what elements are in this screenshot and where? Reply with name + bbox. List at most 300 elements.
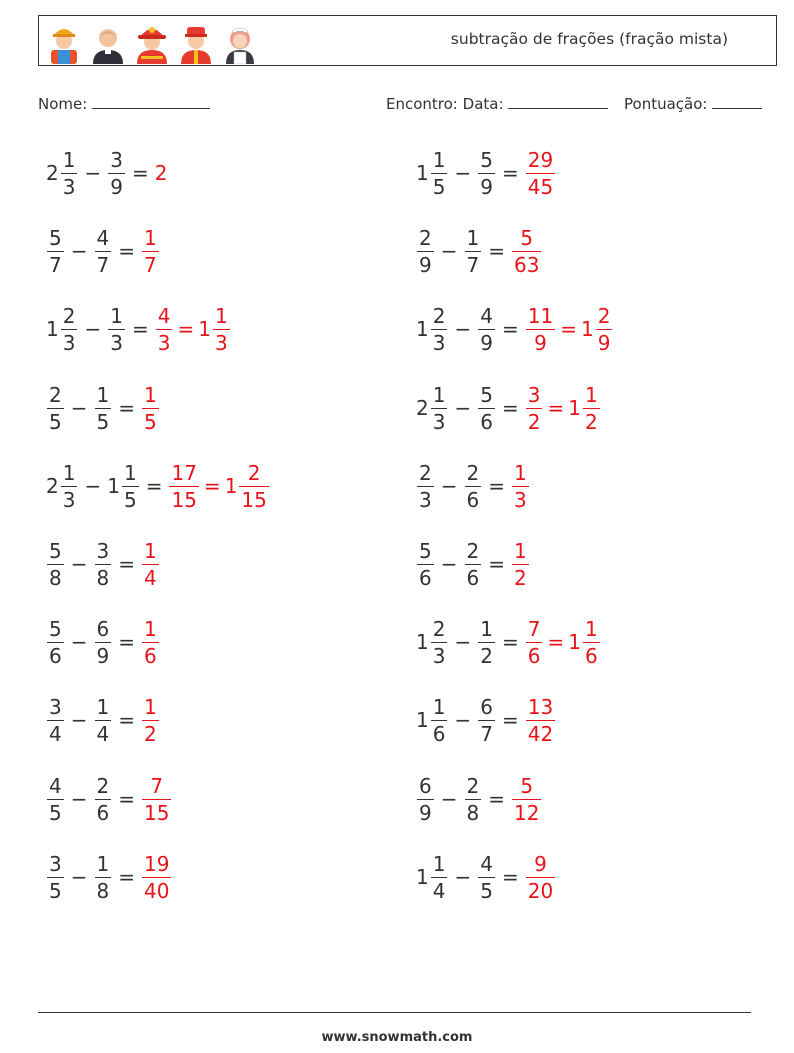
denominator: 9 [419,252,432,277]
minus-sign: − [440,474,458,498]
numerator: 1 [144,538,157,563]
score-field[interactable] [624,94,762,113]
fraction [122,460,139,512]
whole-number: 1 [568,630,581,654]
numerator: 5 [49,225,62,250]
denominator: 7 [480,721,493,746]
fraction [596,303,613,355]
numerator: 3 [49,851,62,876]
equals-sign: = [118,865,135,889]
equals-sign: = [488,552,505,576]
answer [141,382,160,434]
fraction [61,303,78,355]
fraction [478,147,495,199]
denominator: 6 [96,800,110,825]
whole-number: 2 [46,474,59,498]
numerator: 1 [584,616,598,641]
fraction [95,616,112,668]
minus-sign: − [84,317,102,341]
denominator: 6 [144,643,157,668]
numerator: 1 [96,851,110,876]
equals-sign: = [118,630,135,654]
fraction [417,225,434,277]
whole-number: 2 [416,396,429,420]
whole-number: 1 [416,708,429,732]
equals-sign: = [131,161,149,185]
fraction [142,225,159,277]
numerator: 4 [480,303,493,328]
numerator: 5 [419,538,432,563]
whole-number: 1 [416,865,429,889]
fraction [417,538,434,590]
numerator: 5 [49,538,62,563]
equals-sign: = [547,396,565,420]
equals-sign: = [145,474,163,498]
score-blank[interactable] [712,94,762,109]
numerator: 5 [520,225,534,250]
whole-number: 2 [154,161,168,185]
fraction [142,773,171,825]
worker-icon [45,20,83,64]
minus-sign: − [440,552,458,576]
numerator: 7 [150,773,164,798]
fraction [478,382,495,434]
fraction [465,225,482,277]
fraction [583,382,600,434]
denominator: 15 [144,800,170,825]
denominator: 5 [123,487,137,512]
fraction [431,303,448,355]
equals-sign: = [118,239,135,263]
numerator: 1 [96,694,110,719]
minus-sign: − [454,708,472,732]
minus-sign: − [440,239,458,263]
numerator: 5 [520,773,534,798]
numerator: 1 [144,616,157,641]
denominator: 9 [110,174,123,199]
fraction [95,694,112,746]
fraction [47,382,64,434]
equals-sign: = [501,708,519,732]
fraction [61,147,78,199]
score-label: Pontuação: [624,95,708,113]
numerator: 3 [49,694,62,719]
fraction [465,773,482,825]
fraction [108,303,125,355]
numerator: 1 [144,225,157,250]
denominator: 40 [144,878,170,903]
numerator: 1 [584,382,598,407]
fraction [47,225,64,277]
denominator: 6 [480,409,493,434]
date-blank[interactable] [508,94,608,109]
numerator: 2 [49,382,62,407]
denominator: 8 [96,878,110,903]
equals-sign: = [203,474,221,498]
whole-number: 2 [46,161,59,185]
minus-sign: − [454,317,472,341]
denominator: 42 [527,721,554,746]
numerator: 5 [49,616,62,641]
denominator: 6 [49,643,62,668]
numerator: 6 [480,694,493,719]
numerator: 1 [144,382,157,407]
minus-sign: − [70,630,88,654]
numerator: 2 [466,773,480,798]
denominator: 15 [241,487,267,512]
firefighter-icon [133,20,171,64]
fraction [239,460,268,512]
problem-item [46,612,160,672]
denominator: 5 [96,409,110,434]
denominator: 3 [432,409,446,434]
numerator: 2 [62,303,76,328]
problem-item [416,221,542,281]
equals-sign: = [177,317,195,341]
answer [525,303,614,355]
denominator: 7 [144,252,157,277]
denominator: 20 [527,878,554,903]
answer [525,616,601,668]
fraction [417,773,434,825]
numerator: 1 [214,303,228,328]
denominator: 45 [527,174,554,199]
fraction [526,303,555,355]
name-field[interactable] [38,94,210,113]
answer [525,694,556,746]
numerator: 1 [480,616,493,641]
numerator: 19 [144,851,170,876]
numerator: 2 [466,538,480,563]
denominator: 3 [62,330,76,355]
fraction [95,225,112,277]
numerator: 2 [597,303,611,328]
denominator: 3 [62,487,76,512]
equals-sign: = [501,630,519,654]
fraction [95,773,112,825]
numerator: 5 [480,147,493,172]
denominator: 3 [432,643,446,668]
numerator: 3 [527,382,541,407]
whole-number: 1 [107,474,120,498]
numerator: 4 [157,303,171,328]
answer [155,303,231,355]
denominator: 7 [96,252,110,277]
problem-item [416,534,530,594]
fraction [526,147,555,199]
numerator: 1 [432,382,446,407]
whole-number: 1 [416,317,429,341]
denominator: 8 [466,800,480,825]
numerator: 1 [466,225,480,250]
problem-item [416,847,556,907]
answer [141,773,172,825]
fraction [526,382,543,434]
numerator: 1 [123,460,137,485]
denominator: 5 [144,409,157,434]
denominator: 6 [466,487,480,512]
worksheet-header [38,15,777,66]
denominator: 7 [49,252,62,277]
numerator: 1 [432,147,446,172]
denominator: 63 [514,252,540,277]
denominator: 6 [584,643,598,668]
denominator: 3 [157,330,171,355]
minus-sign: − [454,161,472,185]
denominator: 8 [49,565,62,590]
fraction [213,303,230,355]
denominator: 3 [419,487,432,512]
denominator: 7 [466,252,480,277]
denominator: 5 [49,800,62,825]
answer [525,851,556,903]
denominator: 9 [526,329,555,353]
answer [155,161,169,185]
problem-item [46,769,172,829]
minus-sign: − [70,787,88,811]
denominator: 3 [62,174,76,199]
problem-item [416,690,556,750]
numerator: 3 [96,538,110,563]
problem-item [416,299,613,359]
fraction [142,382,159,434]
problem-item [46,456,270,516]
fraction [142,851,171,903]
denominator: 9 [480,330,493,355]
denominator: 3 [214,330,228,355]
equals-sign: = [118,552,135,576]
fraction [465,538,482,590]
fraction [95,538,112,590]
numerator: 13 [527,694,554,719]
answer [168,460,269,512]
equals-sign: = [501,865,519,889]
fraction [142,694,159,746]
fraction [95,382,112,434]
answer [511,773,542,825]
numerator: 5 [480,382,493,407]
denominator: 5 [49,409,62,434]
fraction [169,460,198,512]
fraction [478,303,495,355]
fraction [512,773,541,825]
fraction [108,147,125,199]
denominator: 3 [110,330,123,355]
denominator: 4 [144,565,157,590]
fraction [142,616,159,668]
minus-sign: − [70,552,88,576]
minus-sign: − [440,787,458,811]
fraction [431,694,448,746]
whole-number: 1 [568,396,581,420]
numerator: 4 [49,773,62,798]
whole-number: 1 [416,161,429,185]
equals-sign: = [118,787,135,811]
fraction [47,773,64,825]
answer [525,382,601,434]
answer [141,694,160,746]
denominator: 9 [597,330,611,355]
numerator: 2 [432,616,446,641]
fraction [512,538,529,590]
denominator: 5 [432,174,446,199]
equals-sign: = [488,474,505,498]
denominator: 3 [514,487,527,512]
fraction [526,851,555,903]
equals-sign: = [131,317,149,341]
fraction [431,616,448,668]
equals-sign: = [501,161,519,185]
fraction [47,538,64,590]
numerator: 1 [62,147,76,172]
fraction [156,303,173,355]
numerator: 1 [144,694,157,719]
name-label: Nome: [38,95,88,113]
denominator: 6 [527,643,541,668]
numerator: 17 [171,460,197,485]
problem-item [416,612,601,672]
whole-number: 1 [580,317,594,341]
equals-sign: = [118,396,135,420]
minus-sign: − [70,708,88,732]
fraction [95,851,112,903]
numerator: 9 [534,851,547,876]
fraction [47,851,64,903]
denominator: 2 [480,643,493,668]
problem-item [46,690,160,750]
denominator: 2 [527,409,541,434]
fraction [431,851,448,903]
minus-sign: − [84,161,102,185]
whole-number: 1 [46,317,59,341]
numerator: 3 [110,147,123,172]
problem-item [416,769,542,829]
footer-url: www.snowmath.com [321,1030,473,1045]
equals-sign: = [501,317,519,341]
fraction [465,460,482,512]
numerator: 1 [432,694,446,719]
denominator: 5 [480,878,493,903]
denominator: 9 [480,174,493,199]
whole-number: 1 [198,317,211,341]
numerator: 1 [96,382,110,407]
fraction [583,616,600,668]
numerator: 1 [514,538,527,563]
problem-item [416,143,556,203]
fraction [512,460,529,512]
denominator: 6 [419,565,432,590]
numerator: 2 [466,460,480,485]
problem-item [416,456,530,516]
whole-number: 1 [224,474,238,498]
numerator: 2 [247,460,261,485]
denominator: 15 [171,487,197,512]
numerator: 1 [62,460,76,485]
fraction [431,147,448,199]
whole-number: 1 [416,630,429,654]
minus-sign: − [454,630,472,654]
denominator: 9 [96,643,110,668]
fraction [478,694,495,746]
numerator: 29 [527,147,554,172]
numerator: 1 [432,851,446,876]
answer [141,851,172,903]
problem-item [46,299,231,359]
fraction [526,694,555,746]
problem-item [46,534,160,594]
denominator: 4 [49,721,62,746]
problem-item [416,378,601,438]
worksheet-title: subtração de frações (fração mista) [450,30,728,48]
equals-sign: = [488,787,505,811]
equals-sign: = [488,239,505,263]
numerator: 7 [527,616,541,641]
minus-sign: − [70,239,88,263]
date-field[interactable] [386,94,608,113]
footer-divider [38,1012,751,1013]
fraction [526,616,543,668]
denominator: 5 [49,878,62,903]
numerator: 2 [432,303,446,328]
answer [511,460,530,512]
numerator: 11 [527,303,554,328]
denominator: 2 [584,409,598,434]
maid-icon [221,20,259,64]
denominator: 2 [514,565,527,590]
numerator: 1 [514,460,527,485]
numerator: 1 [110,303,123,328]
minus-sign: − [70,865,88,889]
numerator: 4 [480,851,493,876]
denominator: 4 [432,878,446,903]
fraction [61,460,78,512]
priest-icon [89,20,127,64]
fraction [431,382,448,434]
denominator: 9 [419,800,432,825]
denominator: 12 [514,800,540,825]
fraction [417,460,434,512]
fraction [47,694,64,746]
denominator: 3 [432,330,446,355]
answer [141,225,160,277]
problem-item [46,221,160,281]
minus-sign: − [84,474,102,498]
problem-item [46,378,160,438]
numerator: 6 [419,773,432,798]
equals-sign: = [547,630,565,654]
fraction [142,538,159,590]
minus-sign: − [454,865,472,889]
date-label: Data: [462,95,504,113]
problem-item [46,847,172,907]
name-blank[interactable] [92,94,210,109]
meeting-label: Encontro: [386,95,458,113]
denominator: 4 [96,721,110,746]
denominator: 6 [432,721,446,746]
fraction [512,225,541,277]
numerator: 2 [419,460,432,485]
fraction [478,616,495,668]
answer [511,538,530,590]
answer [511,225,542,277]
minus-sign: − [454,396,472,420]
problem-item [46,143,168,203]
equals-sign: = [560,317,577,341]
fraction [478,851,495,903]
numerator: 4 [96,225,110,250]
numerator: 2 [419,225,432,250]
denominator: 8 [96,565,110,590]
